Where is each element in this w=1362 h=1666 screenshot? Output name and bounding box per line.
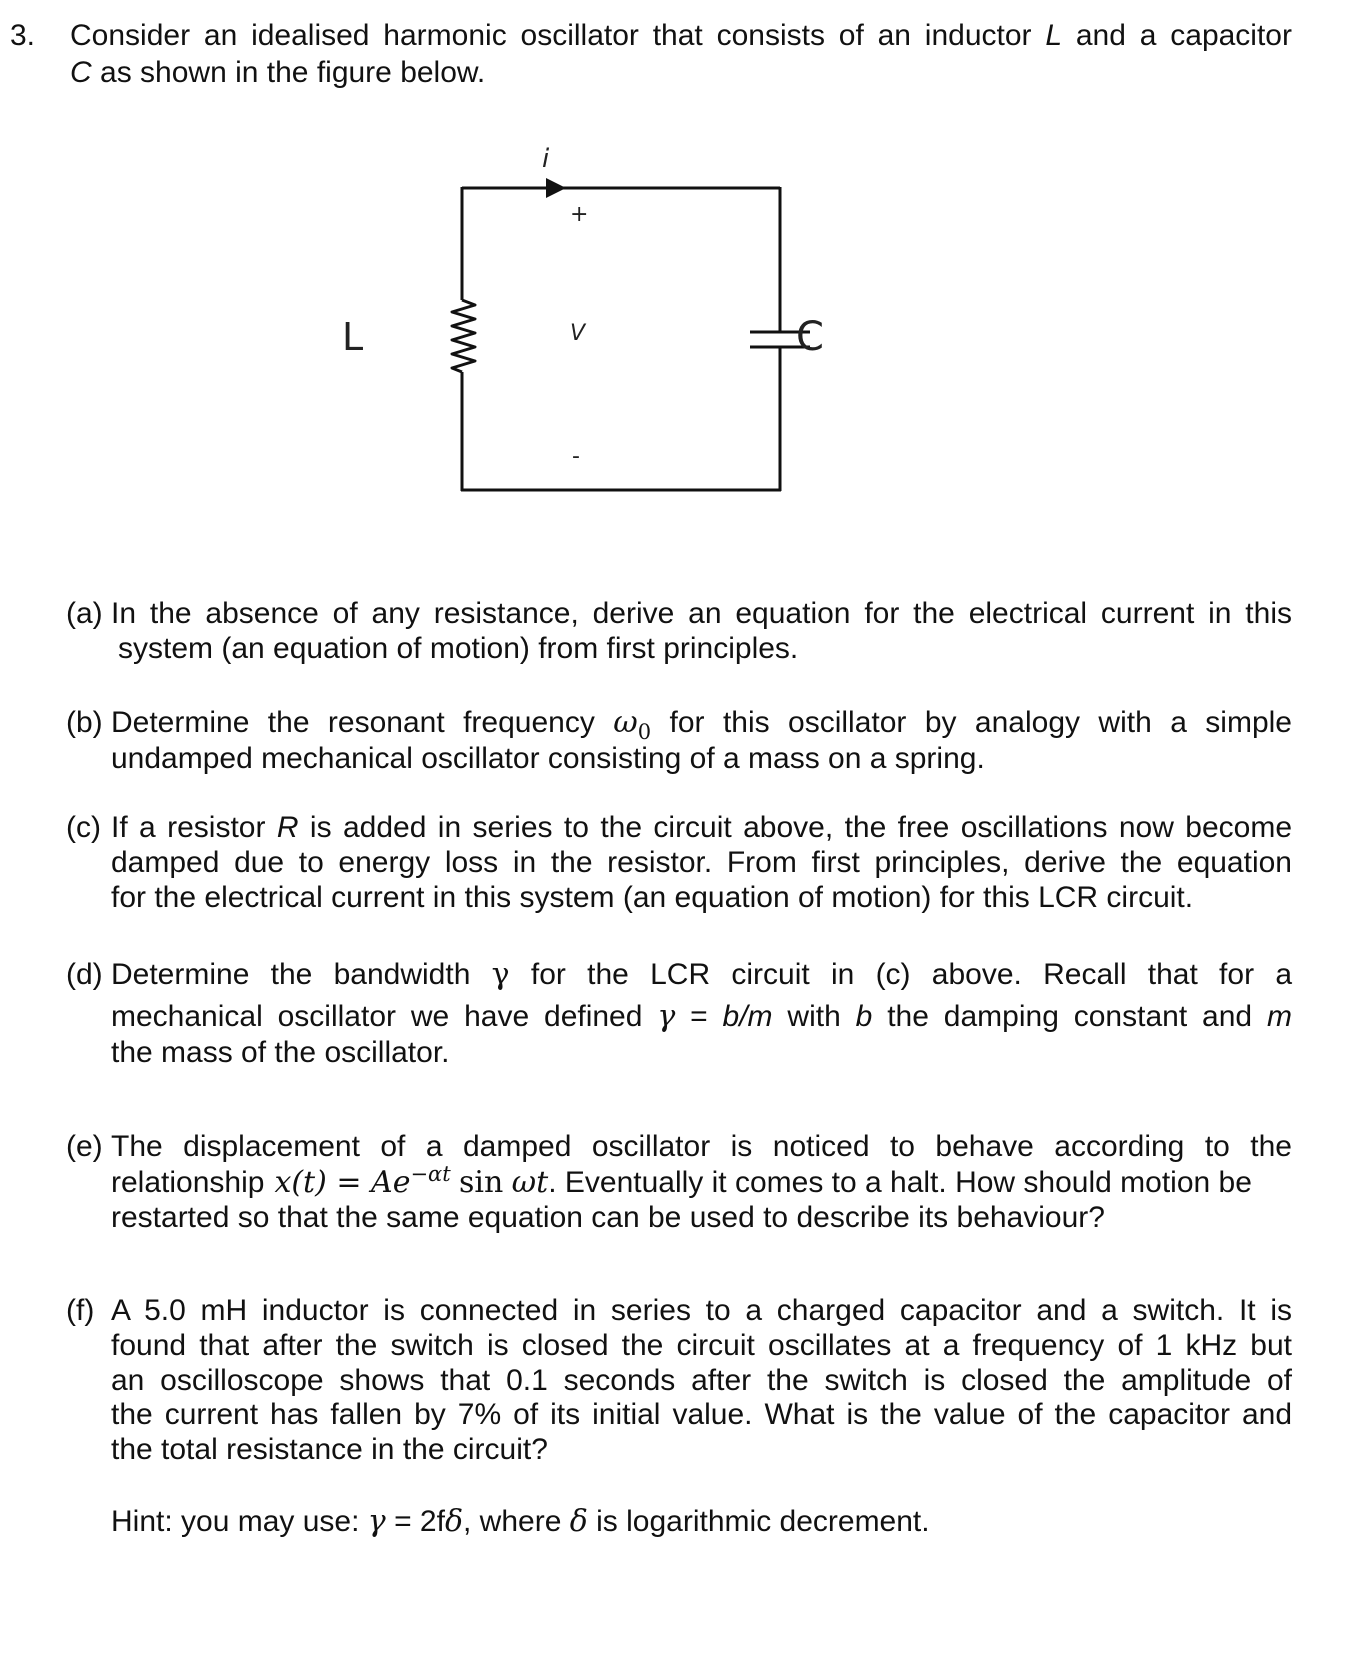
hint-prefix: Hint: you may use:	[111, 1505, 360, 1538]
part-e-line-3: restarted so that the same equation can be used to describe its behaviour?	[111, 1201, 1105, 1234]
capacitor-label: C	[796, 314, 824, 360]
mass-variable: m	[1266, 1000, 1292, 1033]
part-a-line-2: system (an equation of motion) from first principles.	[118, 632, 799, 665]
voltage-label: V	[570, 321, 586, 346]
part-d-text-d: with	[787, 1000, 841, 1033]
hint-formula: γ = 2fδ	[367, 1504, 463, 1539]
part-c-text-a: If a resistor	[111, 811, 266, 844]
part-a-label: (a)	[66, 597, 103, 630]
intro-text-b: and a capacitor	[1075, 19, 1292, 52]
part-b-line-2: undamped mechanical oscillator consisting of a mass on a spring.	[111, 742, 985, 775]
part-c-line-2: damped due to energy loss in the resistor. From first principles, derive the equation	[111, 846, 1292, 879]
delta-symbol: δ	[569, 1504, 588, 1539]
part-d-line-3: the mass of the oscillator.	[111, 1036, 450, 1069]
lc-circuit-diagram	[330, 135, 890, 535]
hint-suffix: is logarithmic decrement.	[596, 1505, 930, 1538]
inductor-coil	[452, 300, 475, 372]
hint-line	[111, 1504, 930, 1540]
part-b-text-b: for this oscillator by analogy with a simple	[669, 706, 1292, 739]
gamma-symbol: γ	[491, 957, 510, 992]
omega-zero-symbol: $\omega_0$	[613, 705, 652, 744]
part-f-line-1: A 5.0 mH inductor is connected in series to a charged capacitor and a switch. It is	[111, 1294, 1292, 1327]
part-e-label: (e)	[66, 1130, 103, 1163]
part-c-text-b: is added in series to the circuit above, the free oscillations now become	[309, 811, 1292, 844]
part-b-text-a: Determine the resonant frequency	[111, 706, 595, 739]
capacitor-variable: C	[70, 56, 92, 89]
part-e-line-2	[111, 1162, 1292, 1201]
question-intro-line-2	[70, 55, 485, 91]
gamma-definition: γ = b/m	[657, 999, 773, 1034]
part-b-line-1	[111, 705, 1292, 744]
part-f-line-5: the total resistance in the circuit?	[111, 1433, 548, 1466]
minus-label: -	[572, 444, 580, 469]
part-a-line-1: In the absence of any resistance, derive an equation for the electrical current in this	[111, 597, 1292, 630]
part-d-text-b: for the LCR circuit in (c) above. Recall that for a	[530, 958, 1293, 991]
damping-variable: b	[855, 1000, 873, 1033]
part-d-line-2	[111, 999, 1292, 1035]
inductor-variable: L	[1045, 19, 1063, 52]
question-intro-line-1	[70, 18, 1292, 54]
part-c-label: (c)	[66, 811, 101, 844]
resistor-variable: R	[276, 811, 299, 844]
part-f-label: (f)	[66, 1294, 95, 1327]
part-d-line-1	[111, 957, 1292, 993]
part-f-line-4: the current has fallen by 7% of its initial value. What is the value of the capacitor and	[111, 1398, 1292, 1431]
part-d-text-a: Determine the bandwidth	[111, 958, 471, 991]
part-c-line-3: for the electrical current in this system (an equation of motion) for this LCR circuit.	[111, 881, 1194, 914]
part-d-text-c: mechanical oscillator we have defined	[111, 1000, 643, 1033]
intro-text-a: Consider an idealised harmonic oscillator that consists of an inductor	[70, 19, 1032, 52]
part-d-text-e: the damping constant and	[887, 1000, 1253, 1033]
intro-text-c: as shown in the figure below.	[100, 56, 486, 89]
current-arrow	[546, 178, 566, 198]
part-d-label: (d)	[66, 958, 103, 991]
inductor-label: L	[342, 315, 364, 359]
part-b-label: (b)	[66, 706, 103, 739]
part-e-text-b: . Eventually it comes to a halt. How should motion be	[548, 1166, 1252, 1199]
question-number: 3.	[10, 19, 36, 52]
hint-mid: , where	[463, 1505, 562, 1538]
plus-label: +	[570, 202, 589, 227]
damped-equation: $x(t) = Ae^{-\alpha t}$ sin ωt. Eventually it comes to a halt. How should motion be	[274, 1162, 1252, 1200]
part-f-line-2: found that after the switch is closed the circuit oscillates at a frequency of 1 kHz but	[111, 1329, 1292, 1362]
current-label: i	[542, 144, 550, 174]
part-e-line-1: The displacement of a damped oscillator is noticed to behave according to the	[111, 1130, 1292, 1163]
part-f-line-3: an oscilloscope shows that 0.1 seconds after the switch is closed the amplitude of	[111, 1364, 1292, 1397]
part-e-text-a: relationship	[111, 1166, 265, 1199]
part-c-line-1	[111, 810, 1292, 846]
